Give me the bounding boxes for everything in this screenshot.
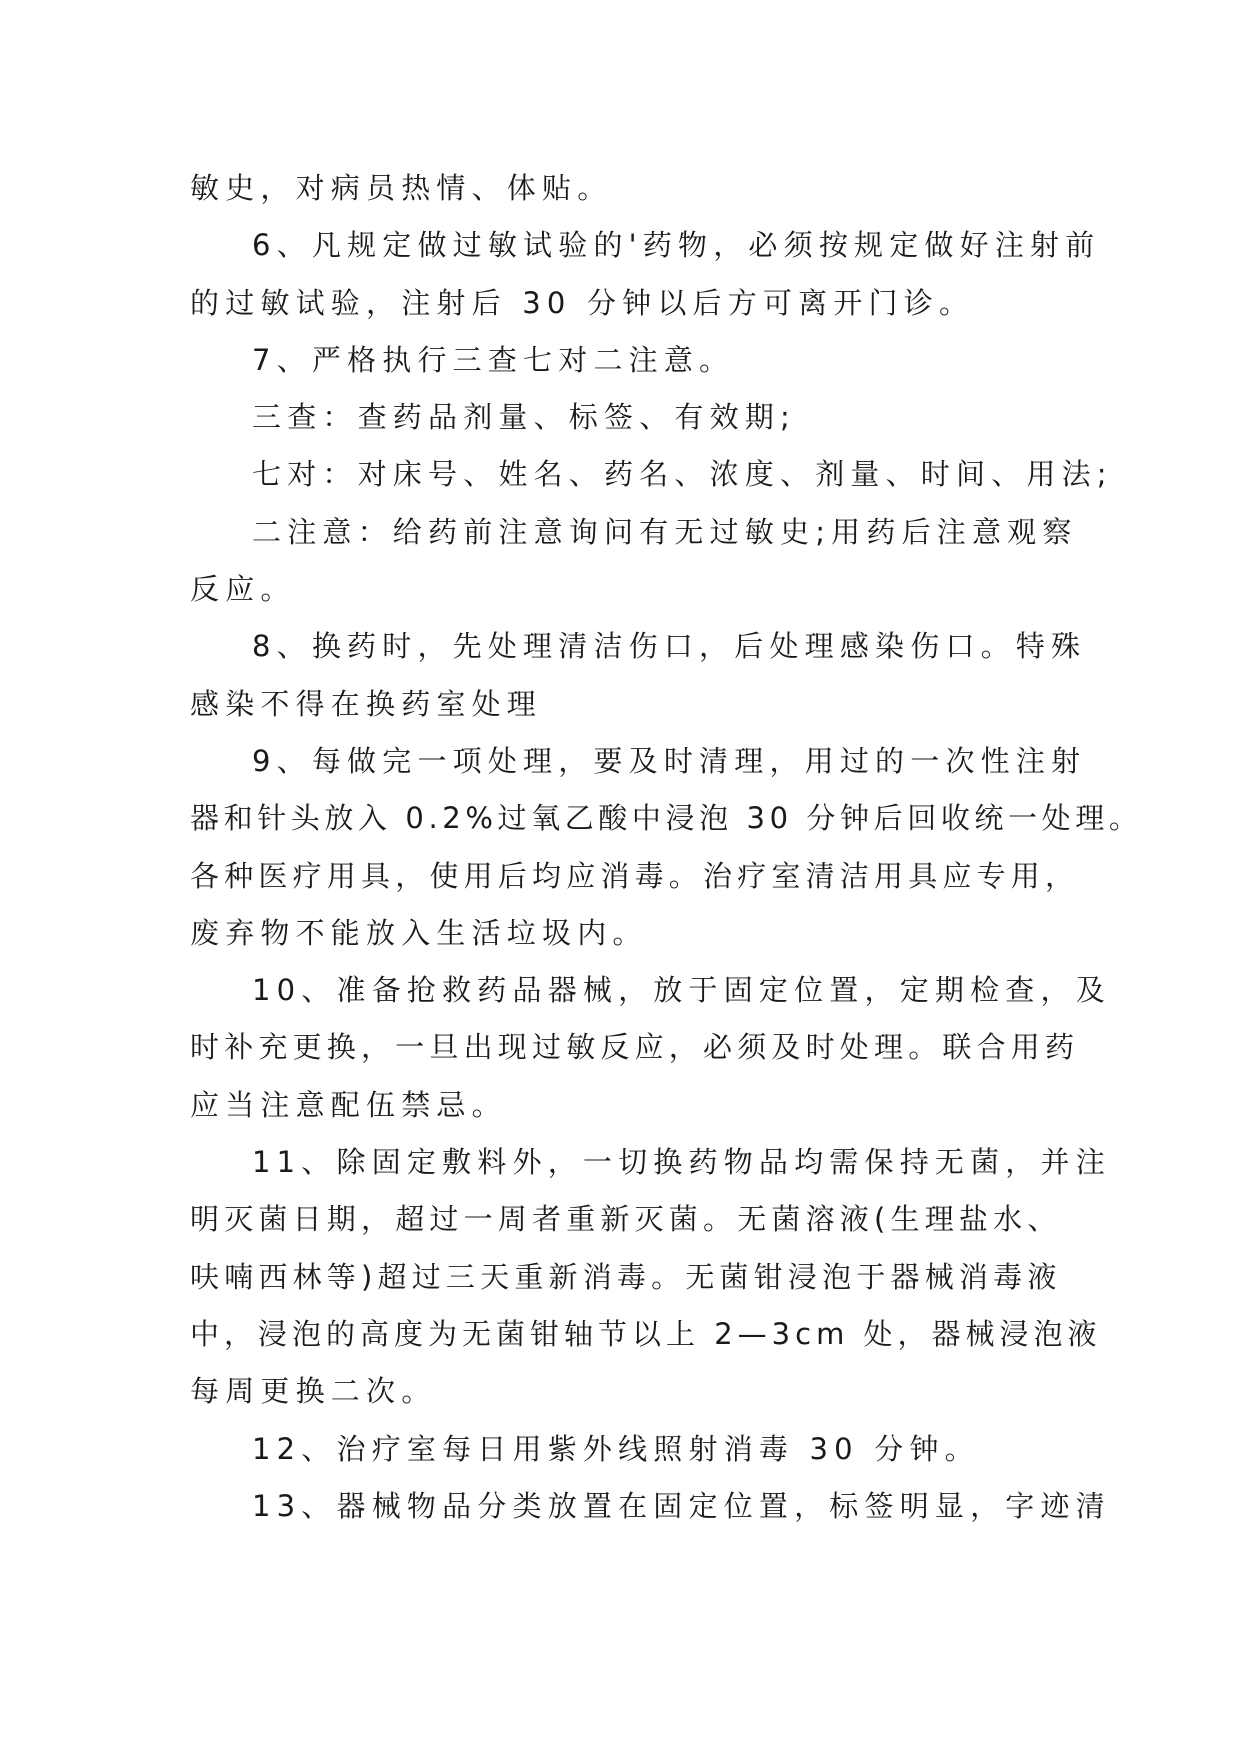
text-line: 呋喃西林等)超过三天重新消毒。无菌钳浸泡于器械消毒液 <box>190 1259 1062 1294</box>
text-line: 感染不得在换药室处理 <box>190 686 543 721</box>
text-line: 8、换药时，先处理清洁伤口，后处理感染伤口。特殊 <box>252 629 1087 664</box>
text-line: 废弃物不能放入生活垃圾内。 <box>190 915 648 950</box>
text-line: 11、除固定敷料外，一切换药物品均需保持无菌，并注 <box>252 1145 1111 1180</box>
text-line: 6、凡规定做过敏试验的'药物，必须按规定做好注射前 <box>252 228 1101 263</box>
text-line: 每周更换二次。 <box>190 1374 437 1409</box>
text-line: 时补充更换，一旦出现过敏反应，必须及时处理。联合用药 <box>190 1030 1080 1065</box>
text-line: 七对：对床号、姓名、药名、浓度、剂量、时间、用法; <box>252 457 1113 492</box>
text-line: 7、严格执行三查七对二注意。 <box>252 342 735 377</box>
document-body <box>190 160 1143 1535</box>
text-line: 反应。 <box>190 572 296 607</box>
text-line: 各种医疗用具，使用后均应消毒。治疗室清洁用具应专用， <box>190 858 1080 893</box>
text-line: 的过敏试验，注射后 30 分钟以后方可离开门诊。 <box>190 285 975 320</box>
text-line: 敏史，对病员热情、体贴。 <box>190 171 613 205</box>
text-line: 二注意：给药前注意询问有无过敏史;用药后注意观察 <box>252 514 1078 549</box>
text-line: 器和针头放入 0.2%过氧乙酸中浸泡 30 分钟后回收统一处理。 <box>190 801 1143 836</box>
text-line: 应当注意配伍禁忌。 <box>190 1087 507 1122</box>
text-line: 12、治疗室每日用紫外线照射消毒 30 分钟。 <box>252 1431 980 1466</box>
text-line: 10、准备抢救药品器械，放于固定位置，定期检查，及 <box>252 973 1111 1008</box>
text-line: 中，浸泡的高度为无菌钳轴节以上 2—3cm 处，器械浸泡液 <box>190 1316 1102 1351</box>
text-line: 9、每做完一项处理，要及时清理，用过的一次性注射 <box>252 743 1087 778</box>
text-line: 13、器械物品分类放置在固定位置，标签明显，字迹清 <box>252 1488 1111 1523</box>
text-line: 明灭菌日期，超过一周者重新灭菌。无菌溶液(生理盐水、 <box>190 1202 1062 1237</box>
text-line: 三查：查药品剂量、标签、有效期; <box>252 400 796 435</box>
